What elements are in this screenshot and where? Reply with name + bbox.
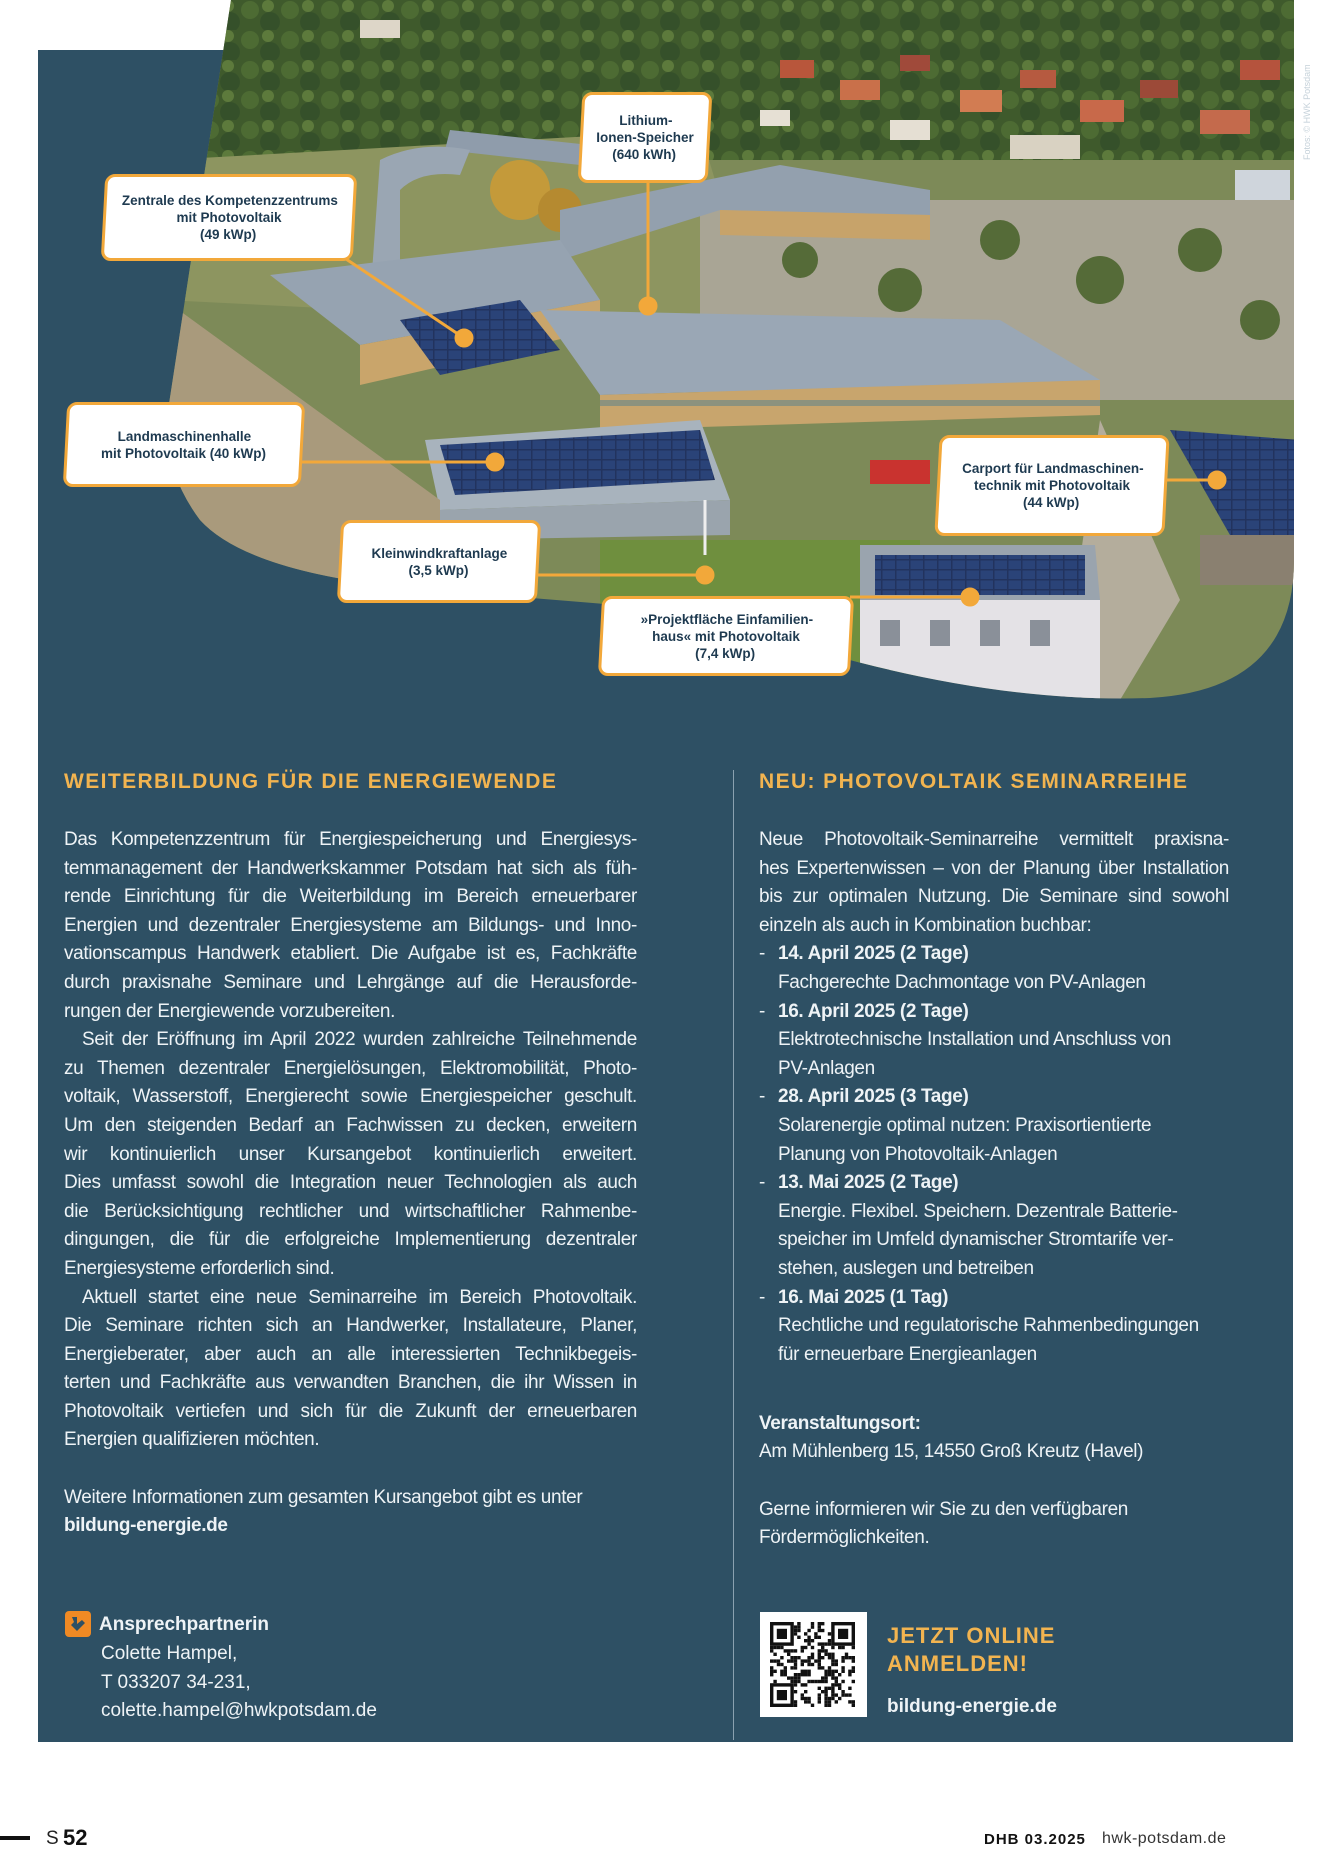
bullet-dash: - — [759, 943, 765, 965]
paragraph-line: Das Kompetenzzentrum für Energiespeicherung und Energiesys- — [64, 829, 637, 850]
funding-line: Fördermöglichkeiten. — [759, 1527, 930, 1549]
paragraph-line: durch praxisnahe Seminare und Lehrgänge auf die Herausforde- — [64, 971, 637, 993]
contact-block — [64, 1611, 377, 1726]
intro-line: Neue Photovoltaik-Seminarreihe vermittelt praxisna- — [759, 829, 1229, 850]
left-heading: WEITERBILDUNG FÜR DIE ENERGIEWENDE — [64, 770, 558, 793]
seminar-date: 13. Mai 2025 (2 Tage) — [778, 1172, 959, 1194]
seminar-description: Planung von Photovoltaik-Anlagen — [778, 1143, 1058, 1165]
intro-line: hes Expertenwissen – von der Planung über Installation — [759, 857, 1229, 879]
right-column-body — [759, 826, 1229, 1553]
bullet-dash: - — [759, 1000, 765, 1022]
paragraph-line: Energieberater, aber auch an alle interessierten Technikbegeis- — [64, 1343, 637, 1365]
paragraph-line: wir kontinuierlich unser Kursangebot kontinuierlich erweitert. — [64, 1143, 637, 1165]
photo-credit: Fotos: © HWK Potsdam — [1302, 64, 1312, 160]
seminar-description: Solarenergie optimal nutzen: Praxisortientierte — [778, 1114, 1152, 1136]
page-prefix: S — [46, 1828, 59, 1849]
right-heading: NEU: PHOTOVOLTAIK SEMINARREIHE — [759, 770, 1189, 793]
paragraph-line: Energien qualifizieren möchten. — [64, 1429, 320, 1451]
seminar-date: 14. April 2025 (2 Tage) — [778, 943, 969, 965]
seminar-date: 16. April 2025 (2 Tage) — [778, 1000, 969, 1022]
label-line: Ionen-Speicher — [596, 130, 694, 145]
paragraph-line: Energien und dezentraler Energiesysteme am Bildungs- und Inno- — [64, 914, 637, 936]
intro-line: bis zur optimalen Nutzung. Die Seminare sind sowohl — [759, 886, 1229, 908]
label-line: »Projektfläche Einfamilien- — [640, 611, 814, 627]
qr-code[interactable] — [760, 1612, 867, 1717]
label-line: mit Photovoltaik — [176, 210, 282, 225]
paragraph-line: Seit der Eröffnung im April 2022 wurden zahlreiche Teilnehmende — [82, 1029, 637, 1051]
paragraph-line: rungen der Energiewende vorzubereiten. — [64, 1000, 396, 1022]
label-lithium-speicher — [578, 92, 713, 183]
cta-line: JETZT ONLINE — [887, 1623, 1056, 1648]
paragraph-line: vationscampus Handwerk etabliert. Die Aufgabe ist es, Fachkräfte — [64, 943, 637, 965]
label-line: mit Photovoltaik (40 kWp) — [101, 445, 267, 461]
paragraph-line: temmanagement der Handwerkskammer Potsdam hat sich als füh- — [64, 857, 637, 879]
seminar-description: Fachgerechte Dachmontage von PV-Anlagen — [778, 971, 1146, 993]
bullet-dash: - — [759, 1172, 765, 1194]
label-line: (640 kWh) — [612, 147, 676, 162]
paragraph-line: Die Seminare richten sich an Handwerker, Installateure, Planer, — [64, 1315, 637, 1337]
seminar-description: stehen, auslegen und betreiben — [778, 1257, 1034, 1279]
intro-line: einzeln als auch in Kombination buchbar: — [759, 914, 1092, 936]
label-line: technik mit Photovoltaik — [973, 478, 1131, 493]
label-line: (44 kWp) — [1022, 495, 1080, 510]
project-house — [860, 545, 1100, 700]
more-info-link[interactable]: bildung-energie.de — [64, 1515, 228, 1537]
spacer — [64, 1455, 637, 1484]
bullet-dash: - — [759, 1286, 765, 1308]
left-column-body — [64, 826, 637, 1541]
cta-url-link[interactable]: bildung-energie.de — [887, 1696, 1057, 1717]
cta-heading — [887, 1622, 1055, 1678]
seminar-description: Elektrotechnische Installation und Anschluss von — [778, 1029, 1171, 1051]
seminar-list — [759, 940, 1229, 1369]
seminar-description: Rechtliche und regulatorische Rahmenbedingungen — [778, 1315, 1199, 1337]
paragraph-line: zu Themen dezentraler Energielösungen, Elektromobilität, Photo- — [64, 1057, 637, 1079]
seminar-item — [759, 1083, 1229, 1169]
paragraph-line: Um den steigenden Bedarf an Fachwissen zu decken, erweitern — [64, 1114, 637, 1136]
issue-label: DHB 03.2025 — [984, 1831, 1086, 1848]
contact-title: Ansprechpartnerin — [99, 1614, 269, 1635]
column-divider — [733, 770, 734, 1740]
footer-rule — [0, 1836, 30, 1840]
arrow-icon — [65, 1611, 91, 1637]
qr-modules — [770, 1622, 855, 1707]
paragraph-line: dingungen, die für die erfolgreiche Implementierung dezentraler — [64, 1229, 637, 1251]
seminar-description: speicher im Umfeld dynamischer Stromtarife ver- — [778, 1229, 1174, 1251]
venue-label: Veranstaltungsort: — [759, 1412, 921, 1434]
label-line: (49 kWp) — [199, 227, 257, 242]
label-line: (7,4 kWp) — [695, 645, 756, 661]
seminar-intro — [759, 826, 1229, 940]
label-line: Landmaschinenhalle — [117, 428, 252, 444]
label-zentrale — [101, 174, 358, 261]
seminar-item — [759, 940, 1229, 997]
seminar-item — [759, 1169, 1229, 1283]
seminar-description: PV-Anlagen — [778, 1057, 875, 1079]
site-url: hwk-potsdam.de — [1102, 1830, 1227, 1847]
paragraph-line: Aktuell startet eine neue Seminarreihe im Bereich Photovoltaik. — [82, 1286, 637, 1308]
seminar-description: Energie. Flexibel. Speichern. Dezentrale Batterie- — [778, 1200, 1178, 1222]
page-number: 52 — [63, 1825, 88, 1850]
contact-name: Colette Hampel, — [101, 1642, 238, 1664]
label-carport — [934, 435, 1169, 536]
bullet-dash: - — [759, 1086, 765, 1108]
paragraph-line: die Berücksichtigung rechtlicher und wirtschaftlicher Rahmenbe- — [64, 1200, 637, 1222]
paragraph-line: Energiesysteme erforderlich sind. — [64, 1257, 335, 1279]
label-line: Lithium- — [619, 113, 673, 128]
label-line: haus« mit Photovoltaik — [652, 628, 800, 644]
label-line: Carport für Landmaschinen- — [962, 461, 1144, 476]
seminar-date: 16. Mai 2025 (1 Tag) — [778, 1286, 949, 1308]
more-info-text: Weitere Informationen zum gesamten Kursangebot gibt es unter — [64, 1486, 583, 1508]
cta-line: ANMELDEN! — [887, 1651, 1028, 1676]
label-landmaschinenhalle — [63, 402, 305, 487]
paragraph-line: rende Einrichtung für die Weiterbildung im Bereich erneuerbarer — [64, 886, 637, 908]
venue-address: Am Mühlenberg 15, 14550 Groß Kreutz (Havel) — [759, 1441, 1144, 1463]
seminar-item — [759, 1284, 1229, 1370]
label-projektflaeche — [598, 596, 854, 676]
paragraph-line: voltaik, Wasserstoff, Energierecht sowie Energiespeicher geschult. — [64, 1086, 637, 1108]
seminar-item — [759, 998, 1229, 1084]
contact-email[interactable]: colette.hampel@hwkpotsdam.de — [101, 1700, 377, 1722]
paragraph-line: terten und Fachkräfte aus verwandten Branchen, die ihr Wissen in — [64, 1372, 637, 1394]
label-kleinwindkraftanlage — [337, 520, 541, 603]
seminar-description: für erneuerbare Energieanlagen — [778, 1343, 1037, 1365]
label-line: Zentrale des Kompetenzzentrums — [121, 193, 338, 208]
seminar-date: 28. April 2025 (3 Tage) — [778, 1086, 969, 1108]
label-line: (3,5 kWp) — [408, 562, 469, 578]
funding-line: Gerne informieren wir Sie zu den verfügbaren — [759, 1498, 1129, 1520]
contact-phone[interactable]: T 033207 34-231, — [101, 1671, 251, 1693]
label-line: Kleinwindkraftanlage — [371, 545, 508, 561]
paragraph-line: Photovoltaik vertiefen und sich für die Zukunft der erneuerbaren — [64, 1400, 637, 1422]
paragraph-line: Dies umfasst sowohl die Integration neuer Technologien als auch — [64, 1172, 637, 1194]
